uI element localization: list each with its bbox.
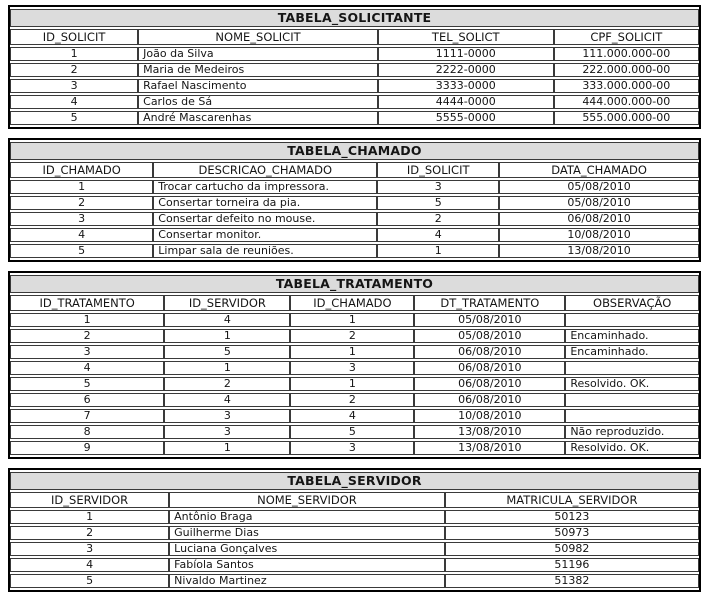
column-header: DT_TRATAMENTO — [414, 295, 565, 311]
cell: 3 — [377, 180, 499, 194]
cell: 50973 — [445, 526, 699, 540]
cell: 2222-0000 — [378, 63, 554, 77]
table-row — [10, 409, 699, 423]
cell — [565, 393, 699, 407]
column-header: NOME_SERVIDOR — [169, 492, 445, 508]
table-title-row — [10, 142, 699, 160]
table-title-row — [10, 9, 699, 27]
cell: 05/08/2010 — [414, 329, 565, 343]
table-row — [10, 526, 699, 540]
cell — [565, 361, 699, 375]
table-title: TABELA_SOLICITANTE — [10, 9, 699, 27]
cell: Trocar cartucho da impressora. — [153, 180, 377, 194]
column-header: ID_TRATAMENTO — [10, 295, 164, 311]
cell: 4 — [10, 558, 169, 572]
cell: 333.000.000-00 — [554, 79, 699, 93]
table-title-row — [10, 472, 699, 490]
cell: 6 — [10, 393, 164, 407]
cell: 5 — [10, 377, 164, 391]
table-header-row — [10, 492, 699, 508]
table-row — [10, 542, 699, 556]
cell: 5 — [290, 425, 414, 439]
table-row — [10, 228, 699, 242]
cell: Resolvido. OK. — [565, 441, 699, 455]
cell: Encaminhado. — [565, 329, 699, 343]
cell: 10/08/2010 — [499, 228, 699, 242]
table-section-tratamento — [8, 271, 701, 459]
table-row — [10, 313, 699, 327]
cell: 51382 — [445, 574, 699, 588]
table-title-row — [10, 275, 699, 293]
table-row — [10, 111, 699, 125]
cell: 9 — [10, 441, 164, 455]
cell: 06/08/2010 — [414, 345, 565, 359]
column-header: DATA_CHAMADO — [499, 162, 699, 178]
cell: 444.000.000-00 — [554, 95, 699, 109]
column-header: OBSERVAÇÃO — [565, 295, 699, 311]
cell — [565, 313, 699, 327]
cell: 4 — [164, 393, 290, 407]
table-header-row — [10, 295, 699, 311]
cell: 1111-0000 — [378, 47, 554, 61]
table-title: TABELA_CHAMADO — [10, 142, 699, 160]
column-header: DESCRICAO_CHAMADO — [153, 162, 377, 178]
cell: 111.000.000-00 — [554, 47, 699, 61]
cell: 3 — [164, 409, 290, 423]
cell: 1 — [164, 441, 290, 455]
cell: 4 — [290, 409, 414, 423]
cell: 3333-0000 — [378, 79, 554, 93]
cell: Fabíola Santos — [169, 558, 445, 572]
table-tabela_servidor — [10, 470, 699, 590]
cell: 5555-0000 — [378, 111, 554, 125]
cell: 2 — [10, 329, 164, 343]
cell: 4 — [10, 228, 153, 242]
cell: Carlos de Sá — [138, 95, 378, 109]
table-tabela_chamado — [10, 140, 699, 260]
cell: Encaminhado. — [565, 345, 699, 359]
table-row — [10, 361, 699, 375]
table-tabela_solicitante — [10, 7, 699, 127]
cell: Resolvido. OK. — [565, 377, 699, 391]
table-row — [10, 345, 699, 359]
cell: 1 — [377, 244, 499, 258]
cell: 1 — [10, 47, 138, 61]
table-row — [10, 95, 699, 109]
table-tabela_tratamento — [10, 273, 699, 457]
table-section-chamado — [8, 138, 701, 262]
cell: 3 — [290, 361, 414, 375]
cell: 1 — [290, 345, 414, 359]
table-header-row — [10, 162, 699, 178]
table-row — [10, 47, 699, 61]
cell: 06/08/2010 — [414, 361, 565, 375]
cell: 50982 — [445, 542, 699, 556]
column-header: ID_SERVIDOR — [10, 492, 169, 508]
cell: 05/08/2010 — [499, 180, 699, 194]
cell: Nivaldo Martinez — [169, 574, 445, 588]
table-row — [10, 196, 699, 210]
cell: 51196 — [445, 558, 699, 572]
table-row — [10, 510, 699, 524]
column-header: MATRICULA_SERVIDOR — [445, 492, 699, 508]
cell: 05/08/2010 — [414, 313, 565, 327]
table-section-solicitante — [8, 5, 701, 129]
cell: 5 — [10, 574, 169, 588]
cell: 5 — [10, 111, 138, 125]
table-row — [10, 212, 699, 226]
cell: 2 — [10, 526, 169, 540]
table-header-row — [10, 29, 699, 45]
cell: Guilherme Dias — [169, 526, 445, 540]
cell: 2 — [164, 377, 290, 391]
cell: Não reproduzido. — [565, 425, 699, 439]
cell: 1 — [10, 510, 169, 524]
cell: 10/08/2010 — [414, 409, 565, 423]
cell: 13/08/2010 — [414, 441, 565, 455]
cell: 2 — [10, 196, 153, 210]
cell: 4 — [377, 228, 499, 242]
table-title: TABELA_SERVIDOR — [10, 472, 699, 490]
cell: 3 — [164, 425, 290, 439]
cell: 222.000.000-00 — [554, 63, 699, 77]
cell: 05/08/2010 — [499, 196, 699, 210]
table-row — [10, 574, 699, 588]
cell: Consertar torneira da pia. — [153, 196, 377, 210]
table-row — [10, 79, 699, 93]
column-header: ID_CHAMADO — [10, 162, 153, 178]
cell: 2 — [377, 212, 499, 226]
cell: 8 — [10, 425, 164, 439]
cell: Rafael Nascimento — [138, 79, 378, 93]
table-section-servidor — [8, 468, 701, 592]
cell — [565, 409, 699, 423]
cell: 1 — [164, 329, 290, 343]
cell: Antônio Braga — [169, 510, 445, 524]
column-header: NOME_SOLICIT — [138, 29, 378, 45]
cell: 1 — [10, 313, 164, 327]
table-row — [10, 329, 699, 343]
table-row — [10, 441, 699, 455]
cell: 1 — [290, 313, 414, 327]
cell: 13/08/2010 — [499, 244, 699, 258]
table-row — [10, 244, 699, 258]
cell: Luciana Gonçalves — [169, 542, 445, 556]
table-row — [10, 393, 699, 407]
table-row — [10, 180, 699, 194]
cell: 1 — [164, 361, 290, 375]
cell: 3 — [10, 79, 138, 93]
column-header: TEL_SOLICT — [378, 29, 554, 45]
cell: 7 — [10, 409, 164, 423]
cell: Limpar sala de reuniões. — [153, 244, 377, 258]
cell: 4 — [10, 361, 164, 375]
column-header: ID_SOLICIT — [377, 162, 499, 178]
cell: 50123 — [445, 510, 699, 524]
cell: 06/08/2010 — [414, 377, 565, 391]
cell: 2 — [10, 63, 138, 77]
cell: Maria de Medeiros — [138, 63, 378, 77]
cell: 5 — [164, 345, 290, 359]
column-header: ID_SERVIDOR — [164, 295, 290, 311]
cell: 1 — [290, 377, 414, 391]
cell: João da Silva — [138, 47, 378, 61]
table-row — [10, 377, 699, 391]
cell: 4 — [164, 313, 290, 327]
cell: André Mascarenhas — [138, 111, 378, 125]
column-header: CPF_SOLICIT — [554, 29, 699, 45]
column-header: ID_CHAMADO — [290, 295, 414, 311]
table-row — [10, 558, 699, 572]
cell: 2 — [290, 329, 414, 343]
cell: 3 — [10, 542, 169, 556]
cell: Consertar defeito no mouse. — [153, 212, 377, 226]
cell: 3 — [290, 441, 414, 455]
cell: 5 — [377, 196, 499, 210]
cell: 06/08/2010 — [414, 393, 565, 407]
table-row — [10, 63, 699, 77]
cell: 1 — [10, 180, 153, 194]
cell: Consertar monitor. — [153, 228, 377, 242]
cell: 3 — [10, 345, 164, 359]
cell: 5 — [10, 244, 153, 258]
cell: 4 — [10, 95, 138, 109]
cell: 13/08/2010 — [414, 425, 565, 439]
cell: 4444-0000 — [378, 95, 554, 109]
cell: 3 — [10, 212, 153, 226]
column-header: ID_SOLICIT — [10, 29, 138, 45]
table-row — [10, 425, 699, 439]
cell: 06/08/2010 — [499, 212, 699, 226]
cell: 2 — [290, 393, 414, 407]
table-title: TABELA_TRATAMENTO — [10, 275, 699, 293]
cell: 555.000.000-00 — [554, 111, 699, 125]
